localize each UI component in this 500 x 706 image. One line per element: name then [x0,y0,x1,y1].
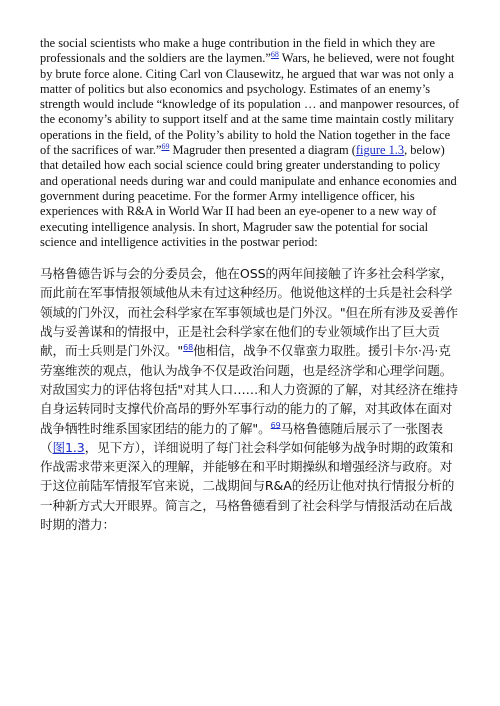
footnote-68-link[interactable]: 68 [270,50,279,60]
chinese-text-1: 马格鲁德告诉与会的分委员会，他在OSS的两年间接触了许多社会科学家，而此前在军事情报领域他从未有过这种经历。他说他这样的士兵是社会科学领域的门外汉，而社会科学家在军事领域也是门外汉。"但在所有涉及妥善作战与妥善谋和的情报中，正是社会科学家在他们的专业领域作出了巨大贡献，而士兵则是门外汉。" [40,266,458,359]
english-text-1: the social scientists who make a huge contribution in the field in which they are professionals and the soldiers are the laymen.” [40,36,436,66]
figure-1-3-link[interactable]: figure 1.3 [355,143,405,158]
english-text-4: , below) that detailed how each social science could bring greater understanding to policy and operational needs during war and could manipulate and enhance economies and government during peacetime. For the former Army intelligence officer, his experiences with R&A in World War II had been an eye-opener to a new way of executing intelligence analysis. In short, Magruder saw the potential for social science and intelligence activities in the postwar period: [40,143,457,249]
footnote-69-link[interactable]: 69 [161,141,170,151]
english-paragraph [40,36,460,250]
chinese-text-4: ，见下方），详细说明了每门社会科学如何能够为战争时期的政策和作战需求带来更深入的理解，并能够在和平时期操纵和增强经济与政府。对于这位前陆军情报军官来说，二战期间与R&A的经历让他对执行情报分析的一种新方式大开眼界。简言之，马格鲁德看到了社会科学与情报活动在后战时期的潜力： [40,439,455,533]
chinese-text-2: 他相信，战争不仅靠蛮力取胜。援引卡尔·冯·克劳塞维茨的观点，他认为战争不仅是政治问题，也是经济学和心理学问题。对敌国实力的评估将包括"对其人口……和人力资源的了解，对其经济在维持自身运转同时支撑代价高昂的野外军事行动的能力的了解，对其政体在面对战争牺牲时维系国家团结的能力的了解"。 [40,343,458,436]
english-text-2: Wars, he believed, were not fought by brute force alone. Citing Carl von Clausewitz, he argued that war was not only a matter of politics but also economics and psychology. Estimates of an enemy’s strength would include “knowledge of its population … and manpower resources, of the economy’s ability to support itself and at the same time maintain costly military operations in the field, of the Polity’s ability to hold the Nation together in the face of the sacrifices of war.” [40,51,460,158]
chinese-text-3: 马格鲁德随后展示了一张图表（ [40,420,443,455]
chinese-footnote-68-link[interactable]: 68 [183,343,194,353]
english-text-3: Magruder then presented a diagram ( [169,143,356,158]
chinese-figure-1-3-link[interactable]: 图1.3 [52,439,85,455]
chinese-footnote-69-link[interactable]: 69 [270,420,281,430]
chinese-paragraph [40,264,460,534]
